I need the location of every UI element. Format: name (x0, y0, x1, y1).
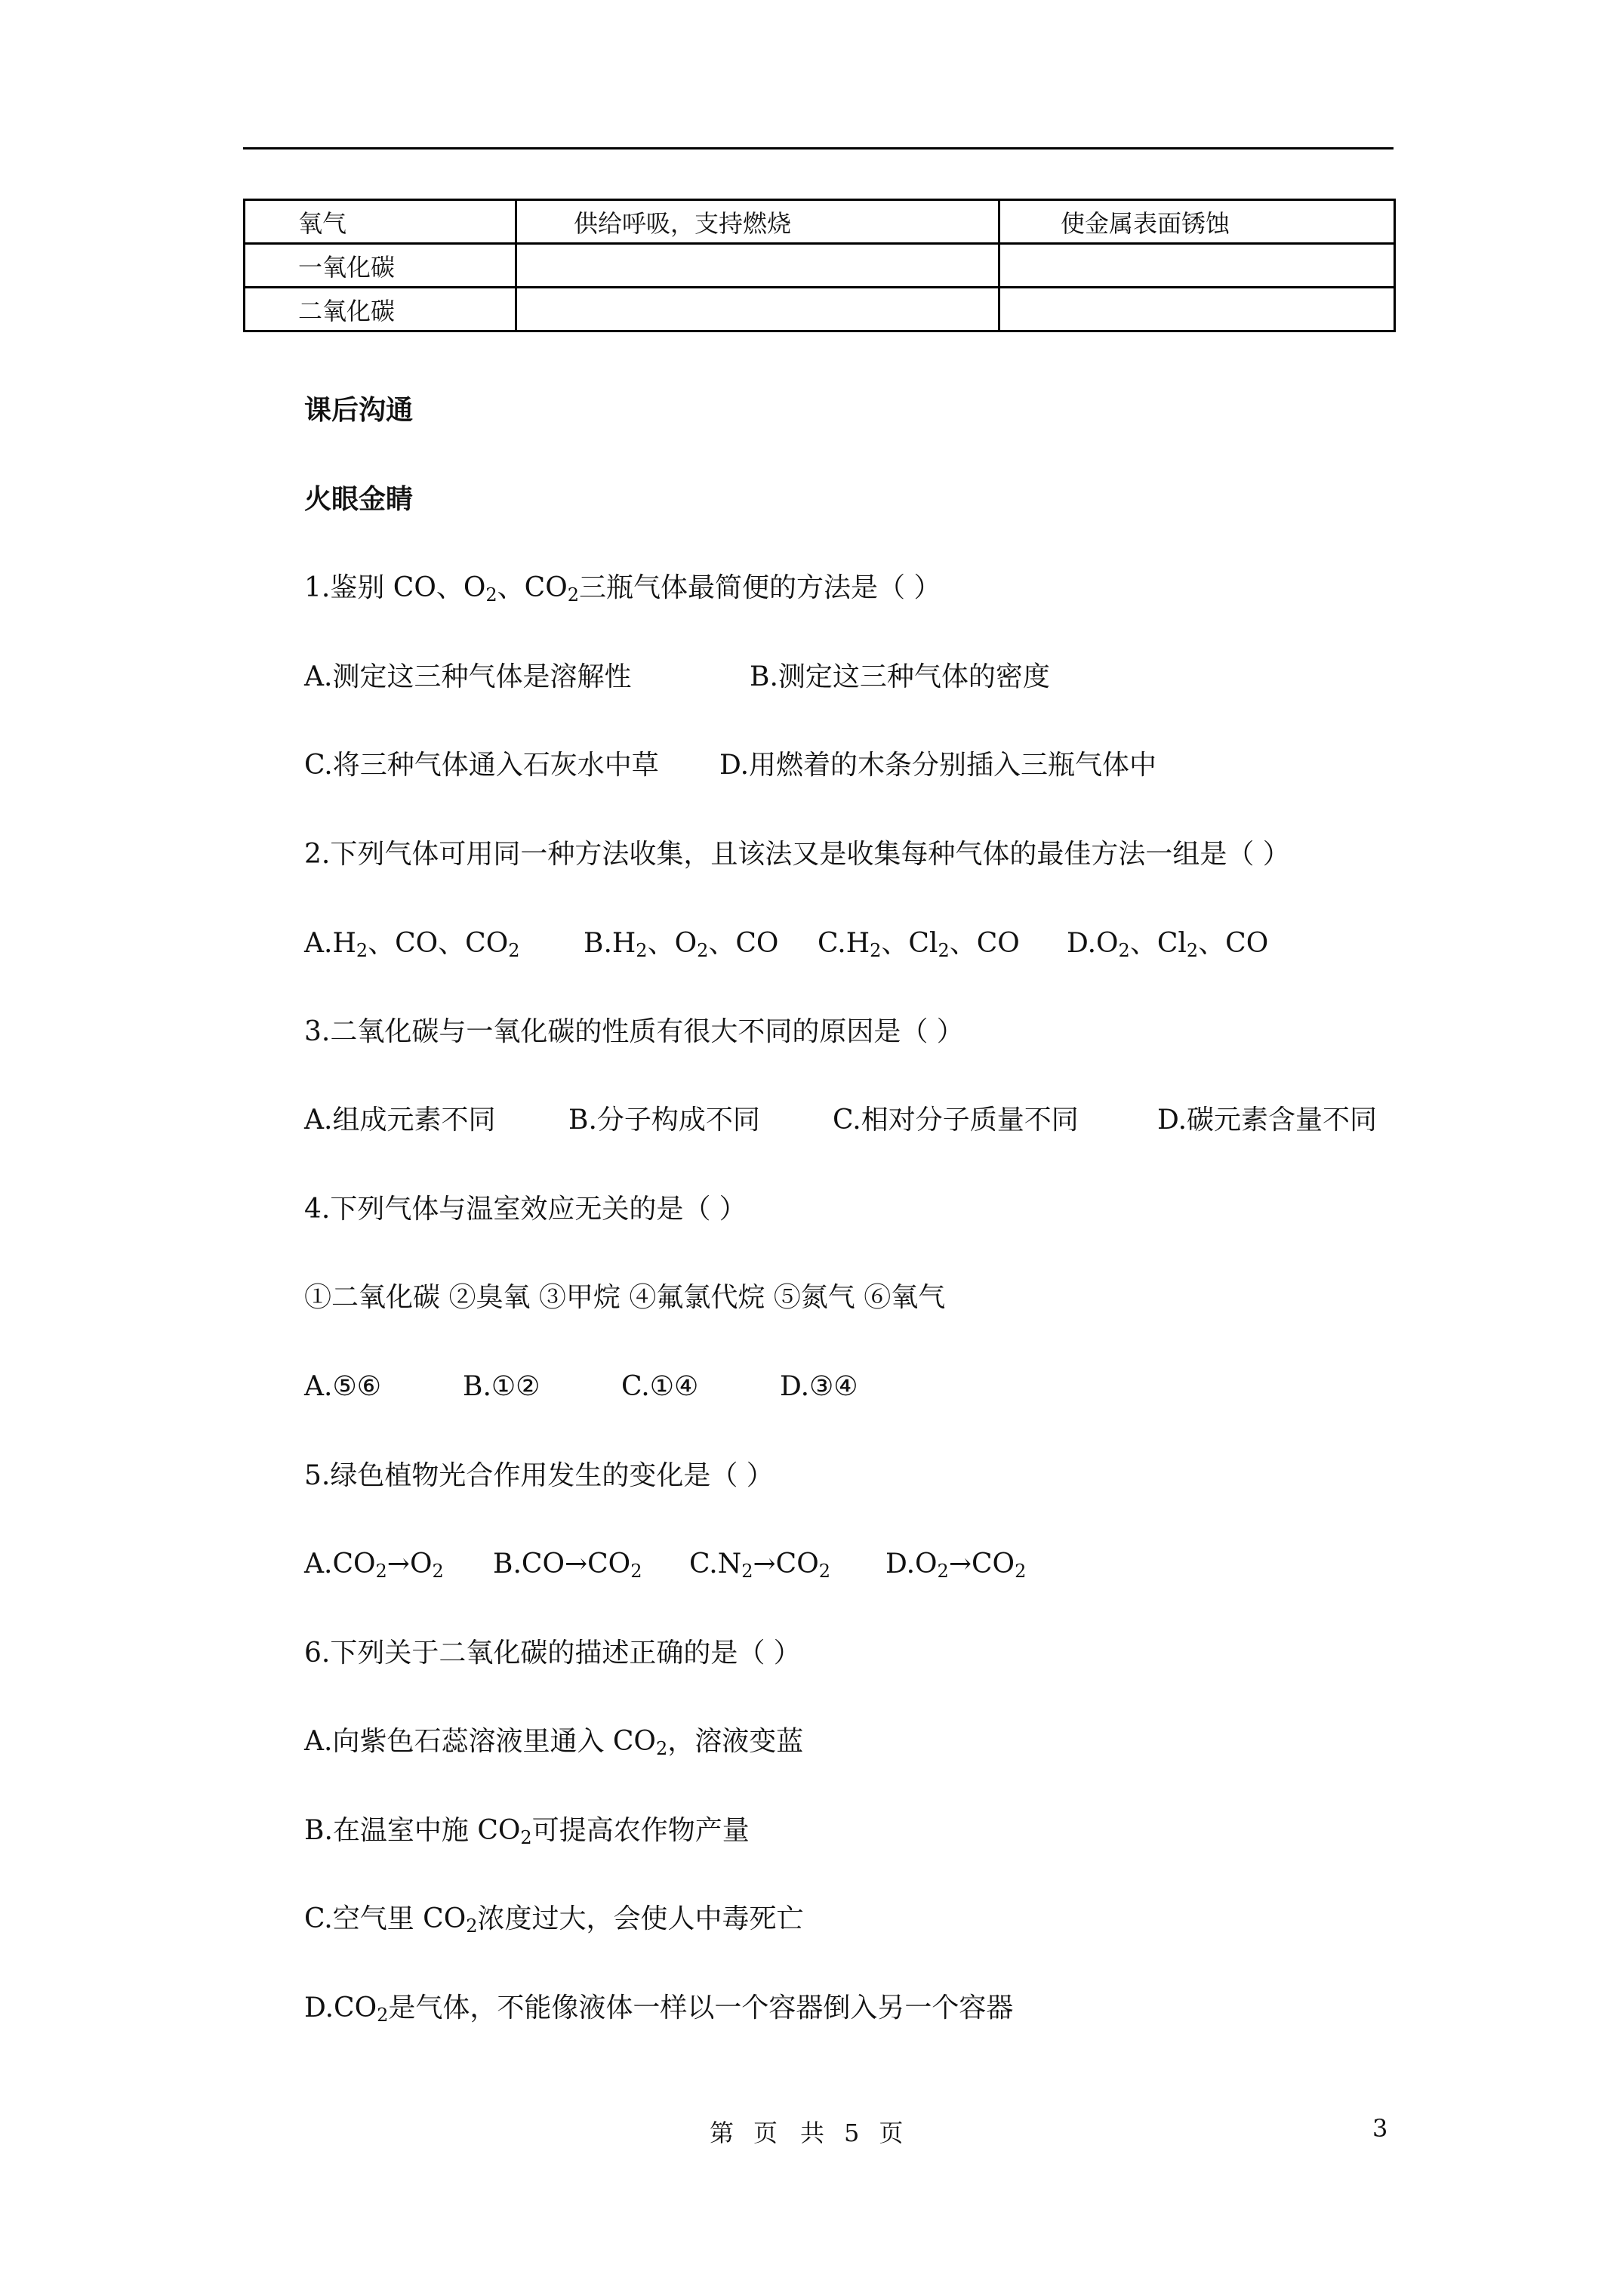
use-cell (516, 244, 999, 288)
question-2-option-d: $D.O_2$、$Cl_2$、CO (1067, 928, 1269, 961)
gas-cell: 氧气 (245, 200, 516, 244)
header-rule (243, 147, 1394, 149)
table-row (245, 288, 1395, 331)
question-4-option-d: D.③④ (780, 1371, 858, 1402)
question-3-option-d: D.碳元素含量不同 (1157, 1105, 1378, 1136)
footer-gong: 共 (800, 2119, 825, 2147)
question-4-option-b: B.①② (463, 1371, 540, 1402)
question-1-option-a: A.测定这三种气体是溶解性 (304, 661, 632, 692)
question-6-stem: 6.下列关于二氧化碳的描述正确的是（ ） (304, 1638, 801, 1669)
question-3-option-a: A.组成元素不同 (304, 1105, 496, 1136)
table-row (245, 200, 1395, 244)
question-6-option-d: $D.CO_2$是气体，不能像液体一样以一个容器倒入另一个容器 (304, 1992, 1014, 2026)
question-3-option-b: B.分子构成不同 (568, 1105, 760, 1136)
question-6-option-c: C.空气里 $CO_2$浓度过大，会使人中毒死亡 (304, 1903, 804, 1937)
question-5-option-b: $B.CO\to CO_2$ (493, 1549, 642, 1582)
page-footer (710, 2114, 922, 2149)
question-4-items: ①二氧化碳 ②臭氧 ③甲烷 ④氟氯代烷 ⑤氮气 ⑥氧气 (304, 1282, 946, 1313)
footer-ye: 页 (753, 2119, 778, 2147)
question-3-option-c: C.相对分子质量不同 (833, 1105, 1079, 1136)
question-2-option-c: $C.H_2$、$Cl_2$、CO (818, 928, 1020, 961)
use-cell (516, 288, 999, 331)
footer-total: 5 (844, 2119, 860, 2147)
question-5-option-c: $C.N_2\to CO_2$ (689, 1549, 831, 1582)
table-row (245, 244, 1395, 288)
question-4-option-a: A.⑤⑥ (304, 1371, 381, 1402)
question-2-stem: 2.下列气体可用同一种方法收集，且该法又是收集每种气体的最佳方法一组是（ ） (304, 839, 1290, 870)
question-1-stem: 1.鉴别 CO、$O_2$、$CO_2$三瓶气体最简便的方法是（ ） (304, 572, 941, 606)
question-5-option-d: $D.O_2\to CO_2$ (885, 1549, 1027, 1582)
question-5-stem: 5.绿色植物光合作用发生的变化是（ ） (304, 1460, 774, 1491)
question-4-stem: 4.下列气体与温室效应无关的是（ ） (304, 1194, 747, 1225)
gas-cell: 一氧化碳 (245, 244, 516, 288)
footer-di: 第 (710, 2119, 735, 2147)
heading-after-class: 课后沟通 (304, 395, 414, 426)
footer-ye2: 页 (879, 2119, 904, 2147)
question-4-option-c: C.①④ (621, 1371, 699, 1402)
question-5-option-a: $A.CO_2\to O_2$ (304, 1549, 444, 1582)
gas-properties-table (243, 199, 1396, 332)
gas-cell: 二氧化碳 (245, 288, 516, 331)
question-2-option-b: $B.H_2$、$O_2$、CO (584, 928, 779, 961)
harm-cell: 使金属表面锈蚀 (999, 200, 1395, 244)
harm-cell (999, 288, 1395, 331)
heading-sharp-eyes: 火眼金睛 (304, 484, 414, 515)
question-3-stem: 3.二氧化碳与一氧化碳的性质有很大不同的原因是（ ） (304, 1016, 964, 1047)
question-1-option-b: B.测定这三种气体的密度 (750, 661, 1050, 692)
question-1-option-c: C.将三种气体通入石灰水中草 (304, 750, 659, 781)
page-number: 3 (1372, 2114, 1388, 2143)
question-6-option-b: B.在温室中施 $CO_2$可提高农作物产量 (304, 1815, 750, 1848)
harm-cell (999, 244, 1395, 288)
question-1-option-d: D.用燃着的木条分别插入三瓶气体中 (719, 750, 1157, 781)
question-2-option-a: $A.H_2$、CO、$CO_2$ (304, 928, 520, 961)
use-cell: 供给呼吸，支持燃烧 (516, 200, 999, 244)
question-6-option-a: A.向紫色石蕊溶液里通入 $CO_2$，溶液变蓝 (304, 1726, 804, 1759)
